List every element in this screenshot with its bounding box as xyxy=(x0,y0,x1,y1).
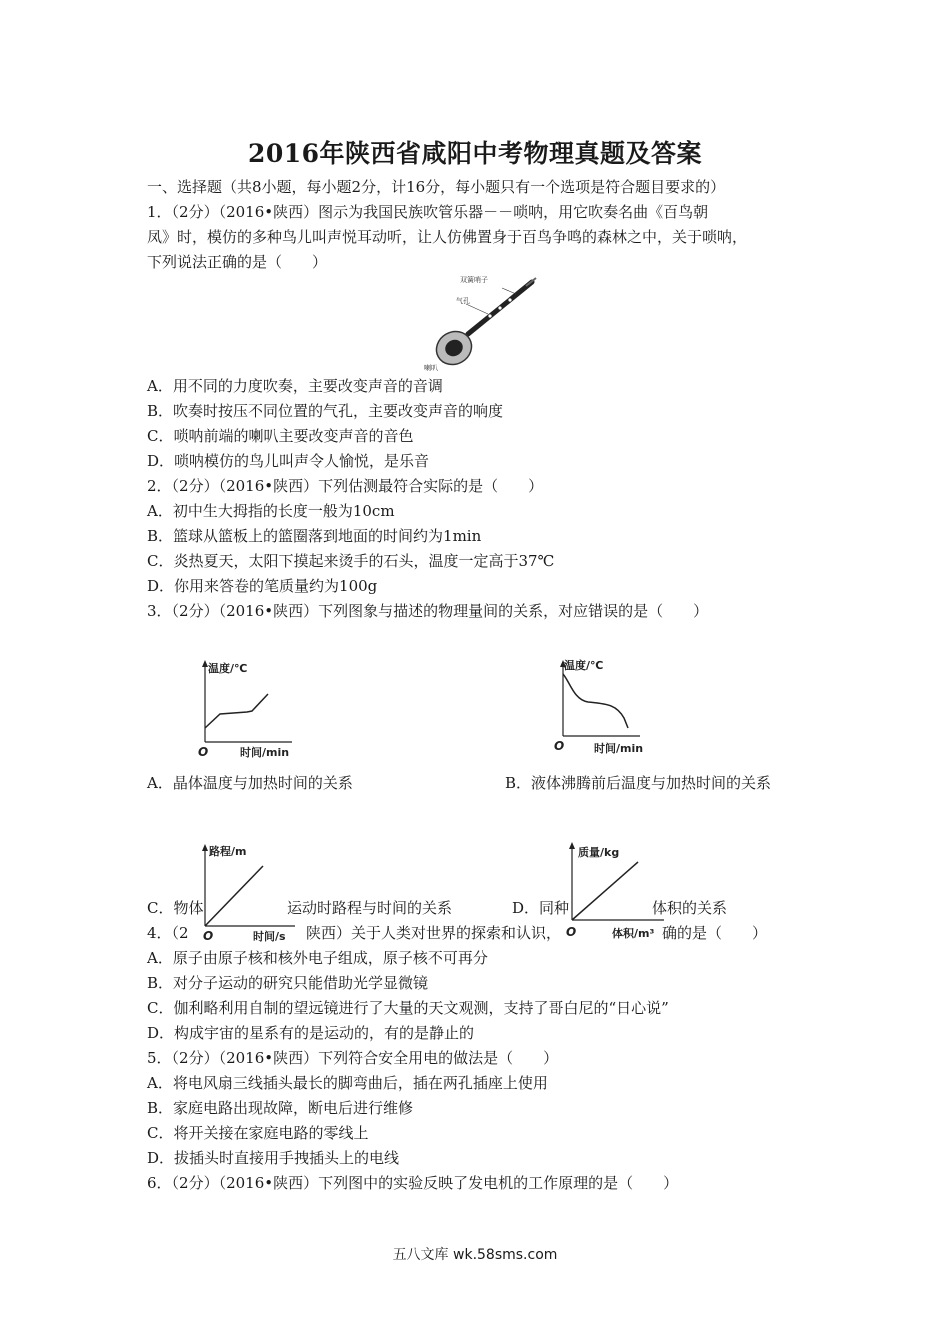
suona-label-hole: 气孔 xyxy=(456,297,470,305)
q4-option-b: B．对分子运动的研究只能借助光学显微镜 xyxy=(147,974,429,992)
suona-figure xyxy=(420,274,540,374)
graph-a-curve xyxy=(205,694,268,728)
graph-c-line xyxy=(205,866,263,926)
q4-option-d: D．构成宇宙的星系有的是运动的，有的是静止的 xyxy=(147,1024,475,1042)
q5-option-b: B．家庭电路出现故障，断电后进行维修 xyxy=(147,1099,414,1117)
suona-label-reed: 双簧哨子 xyxy=(460,276,488,284)
q5-option-c: C．将开关接在家庭电路的零线上 xyxy=(147,1124,369,1142)
graph-d-line xyxy=(572,862,638,920)
graph-b-ylabel: 温度/℃ xyxy=(564,659,604,672)
suona-label-horn: 喇叭 xyxy=(424,364,438,372)
graph-a-caption: A．晶体温度与加热时间的关系 xyxy=(147,774,353,792)
footer-watermark: 五八文库 wk.58sms.com xyxy=(392,1247,558,1263)
graph-a-xlabel: 时间/min xyxy=(240,746,290,759)
q2-option-b: B．篮球从篮板上的篮圈落到地面的时间约为1min xyxy=(147,527,482,545)
q5-stem: 5．（2分）（2016•陕西）下列符合安全用电的做法是（ ） xyxy=(147,1049,559,1067)
q5-option-d: D．拔插头时直接用手拽插头上的电线 xyxy=(147,1149,400,1167)
q4-stem-mid: 陕西）关于人类对世界的探索和认识， xyxy=(306,924,562,942)
q2-option-c: C．炎热夏天，太阳下摸起来烫手的石头，温度一定高于37℃ xyxy=(147,552,555,570)
q2-option-a: A．初中生大拇指的长度一般为10cm xyxy=(147,502,395,520)
q4-stem-right: 确的是（ ） xyxy=(662,924,768,942)
graph-b-curve xyxy=(563,674,628,728)
q1-stem-line-2: 凤》时，模仿的多种鸟儿叫声悦耳动听，让人仿佛置身于百鸟争鸣的森林之中，关于唢呐， xyxy=(147,228,748,246)
q1-option-c: C．唢呐前端的喇叭主要改变声音的音色 xyxy=(147,427,414,445)
graph-c-xlabel: 时间/s xyxy=(253,930,286,943)
graph-d-caption-right: 体积的关系 xyxy=(652,899,728,917)
graph-c-caption-left: C．物体 xyxy=(147,899,204,917)
q1-stem-line-3: 下列说法正确的是（ ） xyxy=(147,253,328,271)
q1-stem-line-1: 1．（2分）（2016•陕西）图示为我国民族吹管乐器－－唢呐，用它吹奏名曲《百鸟朝 xyxy=(147,203,709,221)
graph-d-ylabel: 质量/kg xyxy=(578,846,620,859)
graph-b xyxy=(550,658,660,758)
graph-c-origin: O xyxy=(203,929,214,943)
graph-a-origin: O xyxy=(198,745,209,759)
graph-d-xlabel: 体积/m³ xyxy=(612,927,655,940)
graph-c-caption-right: 运动时路程与时间的关系 xyxy=(287,899,453,917)
q4-option-a: A．原子由原子核和核外电子组成，原子核不可再分 xyxy=(147,949,488,967)
q2-option-d: D．你用来答卷的笔质量约为100g xyxy=(147,577,378,595)
q3-stem: 3．（2分）（2016•陕西）下列图象与描述的物理量间的关系，对应错误的是（ ） xyxy=(147,602,709,620)
q6-stem: 6．（2分）（2016•陕西）下列图中的实验反映了发电机的工作原理的是（ ） xyxy=(147,1174,679,1192)
graph-a xyxy=(192,658,302,758)
q1-option-b: B．吹奏时按压不同位置的气孔，主要改变声音的响度 xyxy=(147,402,504,420)
graph-d xyxy=(560,840,670,944)
q2-stem: 2．（2分）（2016•陕西）下列估测最符合实际的是（ ） xyxy=(147,477,544,495)
section-header: 一、选择题（共8小题，每小题2分，计16分，每小题只有一个选项是符合题目要求的） xyxy=(147,178,726,196)
q4-option-c: C．伽利略利用自制的望远镜进行了大量的天文观测，支持了哥白尼的“日心说” xyxy=(147,999,669,1017)
q4-stem-left: 4．（2 xyxy=(147,924,189,942)
q1-option-d: D．唢呐模仿的鸟儿叫声令人愉悦，是乐音 xyxy=(147,452,430,470)
graph-a-ylabel: 温度/℃ xyxy=(208,662,248,675)
graph-c xyxy=(195,842,305,946)
graph-d-origin: O xyxy=(566,925,577,939)
q5-option-a: A．将电风扇三线插头最长的脚弯曲后，插在两孔插座上使用 xyxy=(147,1074,548,1092)
q1-option-a: A．用不同的力度吹奏，主要改变声音的音调 xyxy=(147,377,443,395)
page-title: 2016年陕西省咸阳中考物理真题及答案 xyxy=(247,139,703,168)
graph-b-origin: O xyxy=(554,739,565,753)
graph-b-xlabel: 时间/min xyxy=(594,742,644,755)
graph-c-ylabel: 路程/m xyxy=(209,845,247,858)
graph-d-caption-left: D．同种 xyxy=(512,899,570,917)
graph-b-caption: B．液体沸腾前后温度与加热时间的关系 xyxy=(505,774,772,792)
